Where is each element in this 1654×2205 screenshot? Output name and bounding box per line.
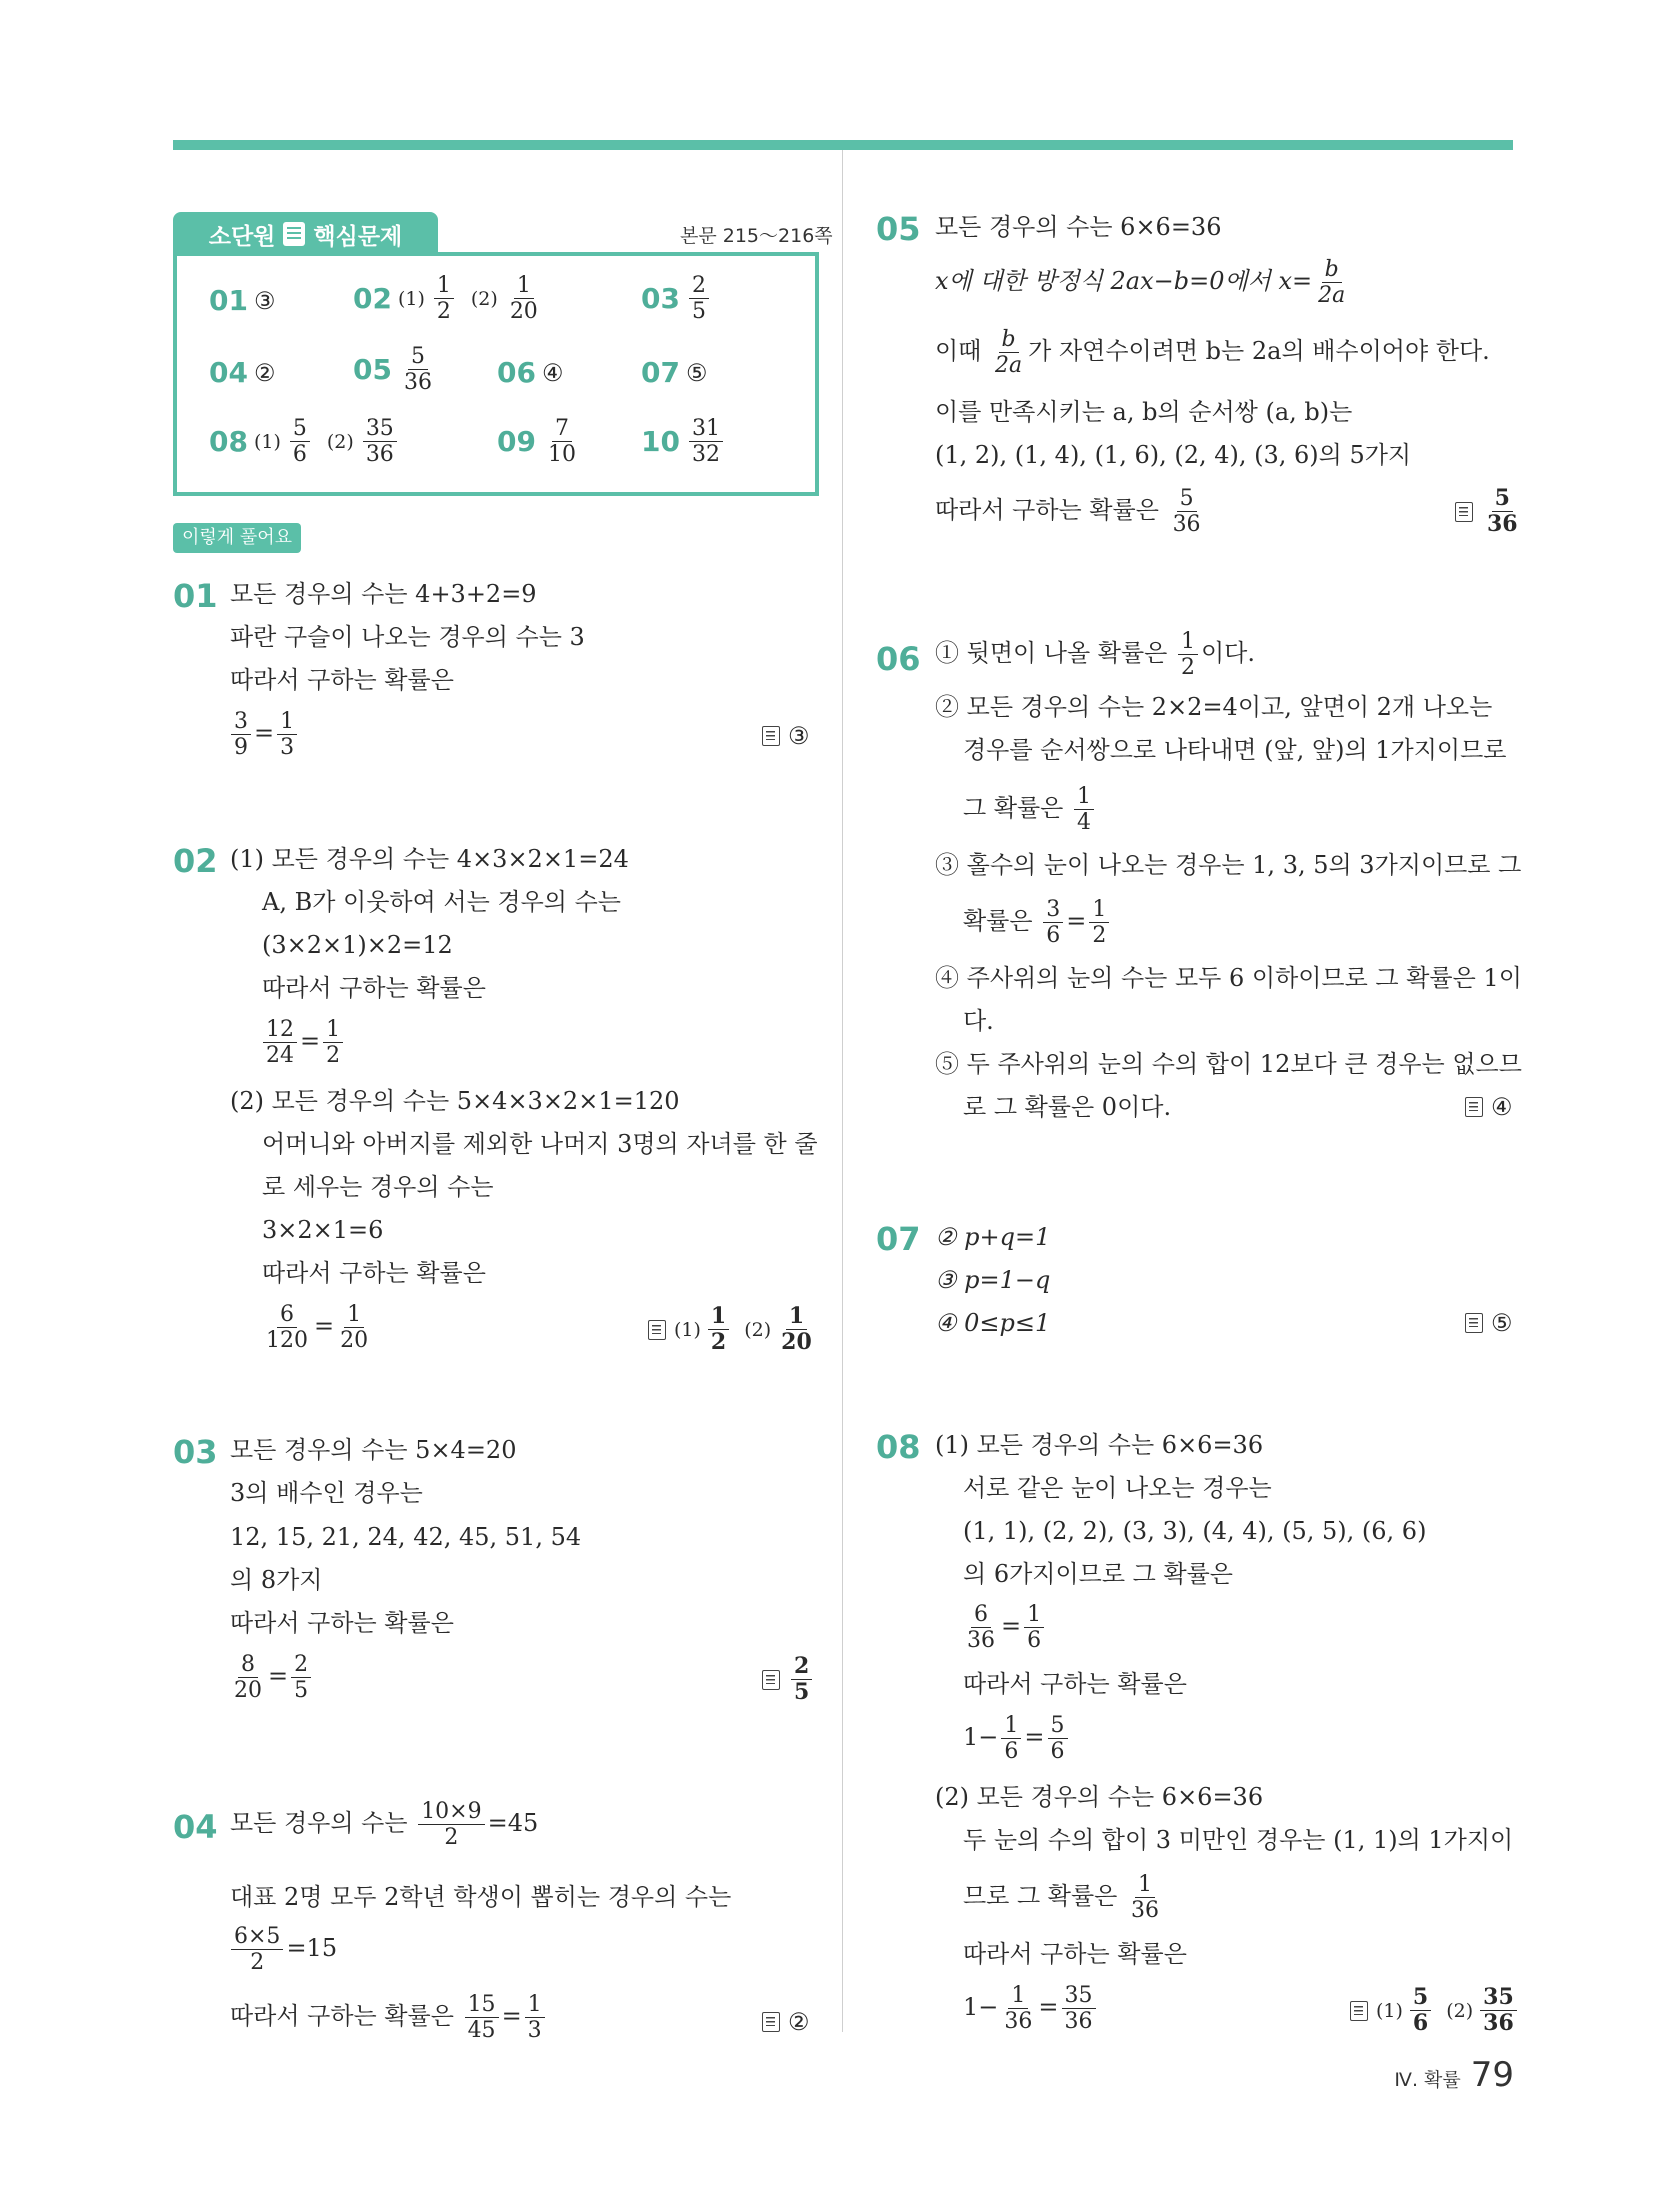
answer-mark: ③ <box>762 722 810 750</box>
answer-03: 03 $\frac{2}{5}$ <box>641 274 712 323</box>
answer-icon <box>762 726 780 746</box>
answer-mark: ② <box>762 2008 810 2036</box>
problem-number: 08 <box>876 1428 921 1466</box>
answer-10: 10 $\frac{31}{32}$ <box>641 417 726 466</box>
top-rule <box>173 140 1513 150</box>
answer-09: 09 $\frac{7}{10}$ <box>497 416 576 468</box>
answer-icon <box>1455 502 1473 522</box>
tab-prefix: 소단원 <box>208 223 276 250</box>
answer-key-box <box>173 252 819 496</box>
answer-icon <box>1465 1313 1483 1333</box>
page-footer <box>1394 2055 1514 2095</box>
notepad-icon <box>283 222 305 246</box>
answer-01: 01 ③ <box>209 284 276 317</box>
answer-mark: $\frac{5}{36}$ <box>1455 487 1524 536</box>
answer-icon <box>1350 2001 1368 2021</box>
answer-05: 05 $\frac{5}{36}$ <box>353 344 432 396</box>
problem-number: 04 <box>173 1808 218 1846</box>
problem-number: 05 <box>876 210 921 248</box>
answer-04: 04 ② <box>209 356 276 389</box>
problem-number: 01 <box>173 577 218 615</box>
answer-mark: $\frac{2}{5}$ <box>762 1655 815 1704</box>
footer-section: Ⅳ. 확률 <box>1394 2069 1461 2091</box>
answer-08: 08 (1) $\frac{5}{6}$ (2) $\frac{35}{36}$ <box>209 417 400 466</box>
answer-06: 06 ④ <box>497 356 564 389</box>
problem-number: 03 <box>173 1433 218 1471</box>
answer-02: 02 (1) $\frac{1}{2}$ (2) $\frac{1}{20}$ <box>353 273 538 325</box>
answer-mark: ⑤ <box>1465 1309 1513 1337</box>
section-tab <box>173 212 438 256</box>
answer-icon <box>648 1320 666 1340</box>
solutions-badge: 이렇게 풀어요 <box>173 523 301 553</box>
problem-number: 07 <box>876 1220 921 1258</box>
answer-07: 07 ⑤ <box>641 356 708 389</box>
problem-number: 06 <box>876 640 921 678</box>
answer-mark: (1) $\frac{1}{2}$ (2) $\frac{1}{20}$ <box>648 1305 818 1354</box>
column-divider <box>842 150 843 2032</box>
answer-icon <box>762 1670 780 1690</box>
answer-mark: ④ <box>1465 1093 1513 1121</box>
problem-number: 02 <box>173 842 218 880</box>
page-number: 79 <box>1470 2055 1514 2095</box>
answer-icon <box>1465 1097 1483 1117</box>
answer-mark: (1) $\frac{5}{6}$ (2) $\frac{35}{36}$ <box>1350 1986 1520 2035</box>
tab-title: 핵심문제 <box>313 223 403 250</box>
answer-icon <box>762 2012 780 2032</box>
page-reference: 본문 215～216쪽 <box>680 225 833 247</box>
